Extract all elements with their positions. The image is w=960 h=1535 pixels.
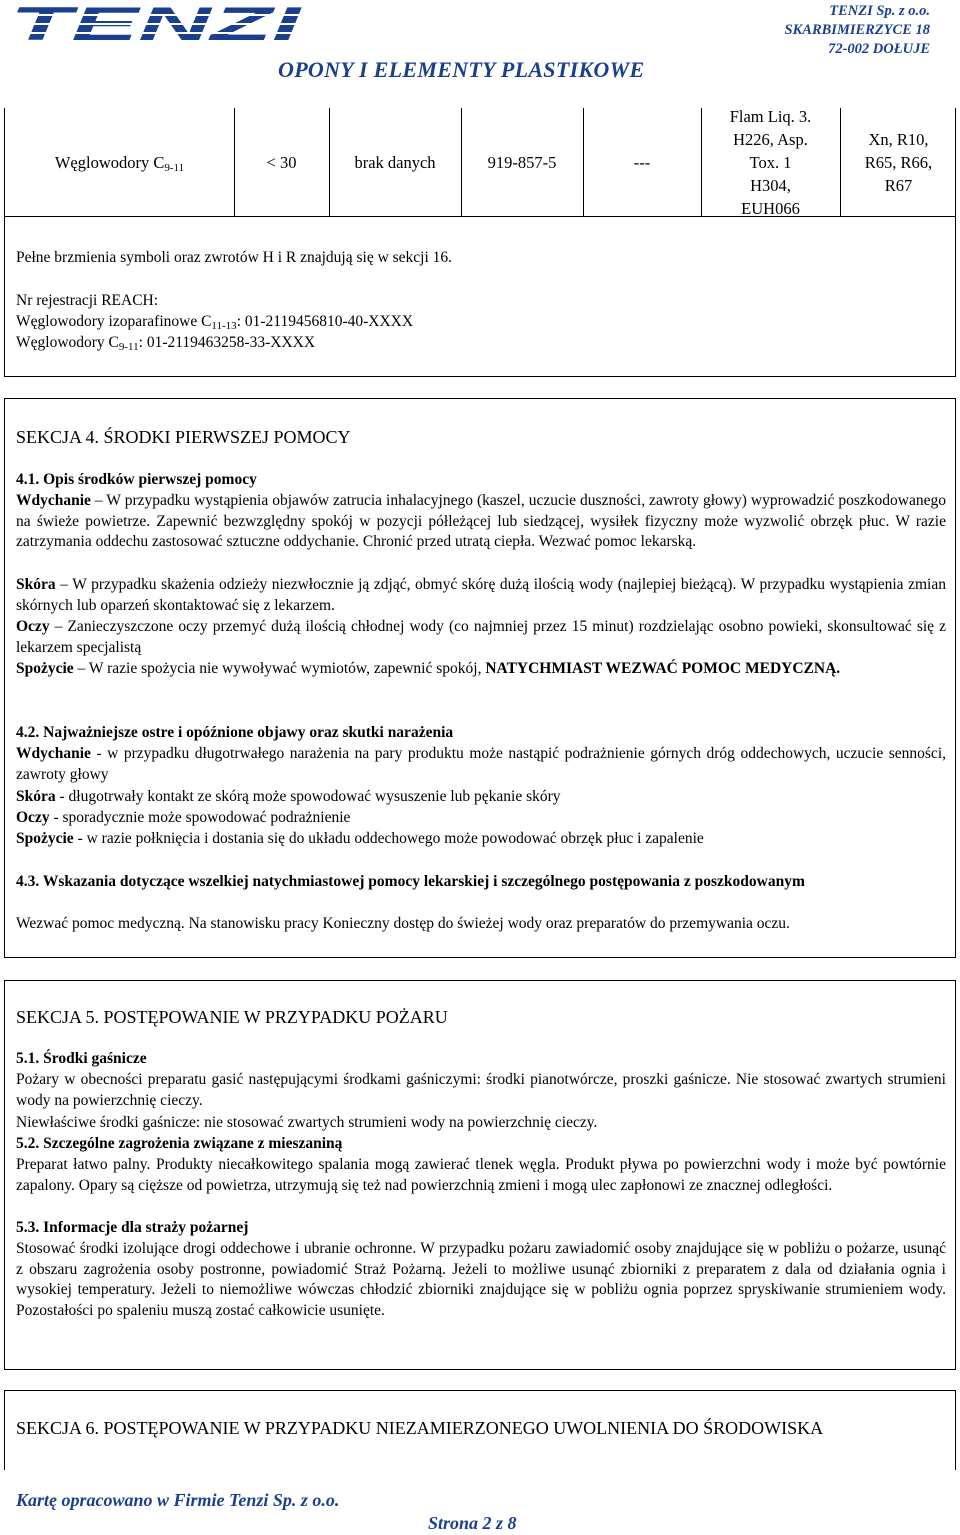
section5-1-unsuitable: Niewłaściwe środki gaśnicze: nie stosować zwartych strumieni wody na powierzchnię cieczy.: [16, 1114, 598, 1131]
symptoms-eyes: Oczy - sporadycznie może spowodować podrażnienie: [16, 809, 351, 826]
section4-3-text: Wezwać pomoc medyczną. Na stanowisku pracy Konieczny dostęp do świeżej wody oraz preparatów do przemywania oczu.: [16, 915, 790, 932]
section5-3-text: Stosować środki izolujące drogi oddechowe i ubranie ochronne. W przypadku pożaru zawiadomić osoby znajdujące się w pobliżu o pożarze, usunąć z obszaru zagrożenia osoby postronne, powiadomić Straż Pożarną. Jeżeli to możliwe usunąć zbiorniki z preparatem z dala od działania ognia i wysokiej temperatury. Jeżeli to niemożliwe wówczas chłodzić zbiorniki znajdujące się w pobliżu ognia poprzez spryskiwanie strumieniem wody. Pozostałości po spaleniu muszą zostać całkowicie usunięte.: [16, 1240, 946, 1319]
first-aid-ingestion: Spożycie – W razie spożycia nie wywoływać wymiotów, zapewnić spokój, NATYCHMIAST WEZWAĆ POMOC MEDYCZNĄ.: [16, 660, 841, 677]
substance-name: Węglowodory $C_{9-11}$: [54, 152, 185, 174]
section4-1-title: 4.1. Opis środków pierwszej pomocy: [16, 471, 257, 488]
symptoms-skin: Skóra - długotrwały kontakt ze skórą może spowodować wysuszenie lub pękanie skóry: [16, 788, 561, 805]
address-line-1: SKARBIMIERZYCE 18: [784, 22, 930, 38]
h-phrases-note: Pełne brzmienia symboli oraz zwrotów H i R znajdują się w sekcji 16.: [16, 249, 453, 266]
tenzi-logo: [6, 2, 306, 46]
clp-classification: Flam Liq. 3. H226, Asp. Tox. 1 H304, EUH066: [729, 106, 812, 218]
section4-2-title: 4.2. Najważniejsze ostre i opóźnione objawy oraz skutki narażenia: [16, 724, 454, 741]
company-name: TENZI Sp. z o.o.: [829, 3, 930, 19]
section4-3-title: 4.3. Wskazania dotyczące wszelkiej natychmiastowej pomocy lekarskiej i szczególnego postępowania z poszkodowanym: [16, 873, 805, 890]
section5-title: SEKCJA 5. POSTĘPOWANIE W PRZYPADKU POŻARU: [16, 1007, 448, 1027]
footer-prepared-by: Kartę opracowano w Firmie Tenzi Sp. z o.o.: [16, 1490, 340, 1510]
ec-number: 919-857-5: [487, 152, 557, 172]
section5-2-title: 5.2. Szczególne zagrożenia związane z mieszaniną: [16, 1135, 343, 1152]
section5-1-title: 5.1. Środki gaśnicze: [16, 1050, 147, 1067]
index-number: ---: [633, 152, 651, 172]
section5-1-text: Pożary w obecności preparatu gasić następującymi środkami gaśniczymi: środki pianotwórcze, proszki gaśnicze. Nie stosować zwartych strumieni wody na powierzchnię cieczy.: [16, 1071, 946, 1109]
page-number: Strona 2 z 8: [428, 1513, 517, 1533]
reach-title: Nr rejestracji REACH:: [16, 292, 159, 309]
address-line-2: 72-002 DOŁUJE: [828, 41, 930, 57]
composition-table-row: [4, 108, 956, 217]
section6-title: SEKCJA 6. POSTĘPOWANIE W PRZYPADKU NIEZAMIERZONEGO UWOLNIENIA DO ŚRODOWISKA: [16, 1418, 824, 1438]
symptoms-inhalation: Wdychanie - w przypadku długotrwałego narażenia na pary produktu może nastąpić podrażnienie górnych dróg oddechowych, uczucie senności, zawroty głowy: [16, 745, 946, 783]
reach-number-1: Węglowodory izoparafinowe $C_{11-13}$: 01-2119456810-40-XXXX: [16, 313, 414, 332]
first-aid-eyes: Oczy – Zanieczyszczone oczy przemyć dużą ilością chłodnej wody (co najmniej przez 15 minut) rozdzielając osobno powieki, skonsultować się z lekarzem specjalistą: [16, 618, 946, 656]
tagline: OPONY I ELEMENTY PLASTIKOWE: [278, 57, 645, 82]
reach-number-2: Węglowodory $C_{9-11}$: 01-2119463258-33-XXXX: [16, 334, 316, 353]
first-aid-inhalation: Wdychanie – W przypadku wystąpienia objawów zatrucia inhalacyjnego (kaszel, uczucie duszności, zawroty głowy) wyprowadzić poszkodowanego na świeże powietrze. Zapewnić bezwzględny spokój w pozycji półleżącej lub siedzącej, wysiłek fizyczny może wyzwolić obrzęk płuc. W razie zatrzymania oddechu zastosować sztuczne oddychanie. Chronić przed utratą ciepła. Wezwać pomoc lekarską.: [16, 492, 946, 551]
first-aid-skin: Skóra – W przypadku skażenia odzieży niezwłocznie ją zdjąć, obmyć skórę dużą ilością wody (najlepiej bieżącą). W przypadku wystąpienia zmian skórnych lub oparzeń skontaktować się z lekarzem.: [16, 576, 946, 614]
section5-2-text: Preparat łatwo palny. Produkty niecałkowitego spalania mogą zawierać tlenek węgla. Produkt pływa po powierzchni wody i może być powtórnie zapalony. Opary są cięższe od powietrza, utrzymują się też nad powierzchnią zmieni i mogą ulec zapłonowi ze znacznej odległości.: [16, 1156, 946, 1194]
dsd-classification: Xn, R10, R65, R66, R67: [864, 129, 933, 195]
section4-title: SEKCJA 4. ŚRODKI PIERWSZEJ POMOCY: [16, 427, 351, 447]
concentration: < 30: [266, 152, 297, 172]
cas-number: brak danych: [354, 152, 436, 172]
company-address: [785, 2, 930, 59]
symptoms-ingestion: Spożycie - w razie połknięcia i dostania się do układu oddechowego może powodować obrzęk płuc i zapalenie: [16, 830, 704, 847]
section5-3-title: 5.3. Informacje dla straży pożarnej: [16, 1219, 249, 1236]
logo-text: TENZI: [10, 2, 302, 46]
